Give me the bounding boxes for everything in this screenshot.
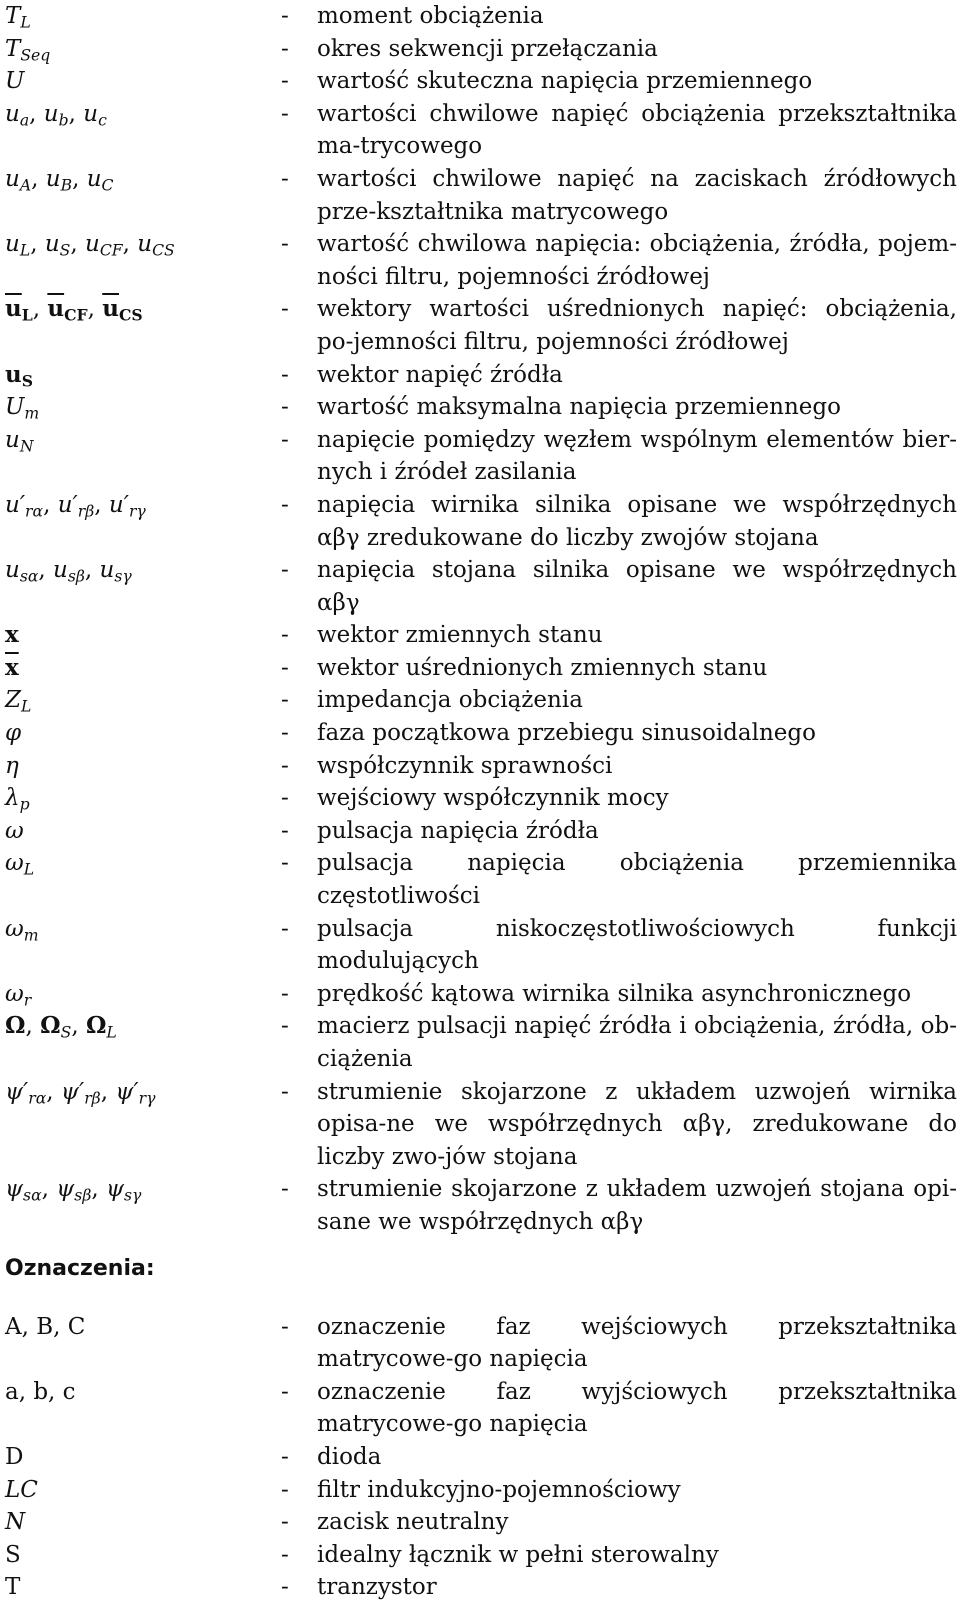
designation-entry (5, 1311, 957, 1376)
symbol-cell: $u_A$, $u_B$, $u_C$ (5, 165, 114, 195)
symbol-entry (5, 782, 957, 815)
description: moment obciążenia (317, 3, 544, 29)
symbol-entry (5, 293, 957, 358)
description: wartości chwilowe napięć na zaciskach źródłowych prze-kształtnika matrycowego (317, 165, 957, 225)
symbol-entry (5, 619, 957, 652)
description: prędkość kątowa wirnika silnika asynchronicznego (317, 980, 912, 1007)
symbol-entry (5, 163, 957, 228)
dash: - (281, 1313, 289, 1340)
dash: - (281, 1176, 289, 1203)
designation-symbol: T (5, 1574, 21, 1601)
description: wartość skuteczna napięcia przemiennego (317, 68, 813, 95)
designation-entry (5, 1571, 957, 1604)
description: filtr indukcyjno-pojemnościowy (317, 1476, 681, 1503)
symbol-entry (5, 1010, 957, 1075)
notation-document (5, 0, 957, 1604)
symbol-entry (5, 98, 957, 163)
symbol-cell: η (5, 752, 19, 779)
dash: - (281, 752, 289, 779)
description: dioda (317, 1443, 382, 1470)
designation-entry (5, 1474, 957, 1507)
description: oznaczenie faz wejściowych przekształtnika matrycowe-go napięcia (317, 1313, 957, 1373)
dash: - (281, 817, 289, 844)
designation-entry (5, 1539, 957, 1572)
symbol-cell: x (5, 621, 19, 649)
description: napięcie pomiędzy węzłem wspólnym elementów bier-nych i źródeł zasilania (317, 426, 957, 486)
symbol-cell: φ (5, 720, 22, 747)
dash: - (281, 3, 289, 29)
dash: - (281, 622, 289, 649)
designation-symbol: S (5, 1541, 21, 1568)
dash: - (281, 850, 289, 877)
designation-entry (5, 1441, 957, 1474)
symbol-entry (5, 424, 957, 489)
designation-entry (5, 1506, 957, 1539)
symbol-entry (5, 847, 957, 912)
designation-symbol: N (5, 1509, 26, 1536)
dash: - (281, 1541, 289, 1568)
dash: - (281, 1013, 289, 1040)
dash: - (281, 915, 289, 942)
description: pulsacja napięcia źródła (317, 817, 599, 844)
symbol-cell: $T_L$ (5, 3, 31, 32)
dash: - (281, 100, 289, 127)
symbol-cell: $U_m$ (5, 394, 40, 423)
symbol-cell: Ω, $\Omega_S$, $\Omega_L$ (5, 1012, 117, 1042)
symbol-entry (5, 652, 957, 685)
symbol-cell: $u_L$, $u_S$, $u_{CF}$, $u_{CS}$ (5, 231, 175, 260)
dash: - (281, 296, 289, 323)
dash: - (281, 1078, 289, 1105)
symbol-cell: $u'_{r\alpha}$, $u'_{r\beta}$, $u'_{r\gamma}$ (5, 491, 146, 521)
symbol-cell: $\psi_{s\alpha}$, $\psi_{s\beta}$, $\psi_{s\gamma}$ (5, 1176, 142, 1205)
symbol-cell: $\psi'_{r\alpha}$, $\psi'_{r\beta}$, $\psi'_{r\gamma}$ (5, 1078, 156, 1107)
dash: - (281, 231, 289, 258)
symbol-entry (5, 750, 957, 783)
symbol-entry (5, 978, 957, 1011)
dash: - (281, 557, 289, 584)
designation-symbol: a, b, c (5, 1378, 76, 1405)
symbol-entry (5, 489, 957, 554)
description: napięcia wirnika silnika opisane we współrzędnych αβγ zredukowane do liczby zwojów stojana (317, 491, 957, 551)
designation-symbol: A, B, C (5, 1313, 86, 1340)
symbol-cell: $u_{s\alpha}$, $u_{s\beta}$, $u_{s\gamma}$ (5, 557, 132, 586)
description: oznaczenie faz wyjściowych przekształtnika matrycowe-go napięcia (317, 1378, 957, 1438)
description: zacisk neutralny (317, 1509, 509, 1536)
symbol-entry (5, 65, 957, 98)
symbol-entry (5, 684, 957, 717)
designation-entry (5, 1376, 957, 1441)
description: wejściowy współczynnik mocy (317, 785, 669, 812)
description: tranzystor (317, 1574, 437, 1601)
description: wartość chwilowa napięcia: obciążenia, źródła, pojem-ności filtru, pojemności źródłowej (317, 231, 957, 290)
symbol-cell: $\omega_r$ (5, 980, 32, 1010)
symbol-cell: ω (5, 817, 24, 844)
description: wektor napięć źródła (317, 361, 563, 388)
description: okres sekwencji przełączania (317, 35, 658, 62)
dash: - (281, 361, 289, 388)
symbol-cell: $\lambda_p$ (5, 785, 30, 814)
symbol-cell: $u_S$ (5, 360, 34, 390)
description: pulsacja niskoczęstotliwościowych funkcji modulujących (317, 915, 957, 975)
symbol-entry (5, 815, 957, 848)
description: pulsacja napięcia obciążenia przemiennika częstotliwości (317, 850, 957, 910)
description: wektor uśrednionych zmiennych stanu (317, 654, 768, 681)
symbol-entry (5, 33, 957, 66)
dash: - (281, 426, 289, 453)
description: impedancja obciążenia (317, 687, 583, 714)
symbol-entry (5, 391, 957, 424)
symbol-entry (5, 717, 957, 750)
dash: - (281, 491, 289, 518)
designation-symbol: D (5, 1443, 24, 1470)
symbol-cell: $\overline{u}_L$, $\overline{u}_{CF}$, $\overline{u}_{CS}$ (5, 295, 143, 325)
dash: - (281, 1509, 289, 1536)
symbol-cell: $\overline{x}$ (5, 653, 19, 681)
dash: - (281, 720, 289, 747)
description: współczynnik sprawności (317, 752, 613, 779)
dash: - (281, 687, 289, 714)
symbol-entry (5, 228, 957, 293)
symbol-entry (5, 913, 957, 978)
symbol-cell: $T_{Seq}$ (5, 35, 51, 64)
dash: - (281, 1378, 289, 1405)
description: strumienie skojarzone z układem uzwojeń wirnika opisa-ne we współrzędnych αβγ, zredukowane do liczby zwo-jów stojana (317, 1078, 957, 1170)
dash: - (281, 1574, 289, 1601)
symbol-entry (5, 554, 957, 619)
description: napięcia stojana silnika opisane we współrzędnych αβγ (317, 557, 957, 616)
dash: - (281, 394, 289, 421)
designation-symbol: LC (5, 1476, 38, 1503)
symbol-cell: U (5, 68, 25, 95)
symbol-entry (5, 0, 957, 33)
dash: - (281, 1443, 289, 1470)
symbol-cell: $u_N$ (5, 426, 34, 456)
description: strumienie skojarzone z układem uzwojeń stojana opi-sane we współrzędnych αβγ (317, 1176, 957, 1235)
symbol-entry (5, 1076, 957, 1174)
dash: - (281, 785, 289, 812)
description: idealny łącznik w pełni sterowalny (317, 1541, 719, 1568)
dash: - (281, 654, 289, 681)
symbol-cell: $Z_L$ (5, 687, 32, 716)
dash: - (281, 165, 289, 192)
description: wartość maksymalna napięcia przemiennego (317, 394, 841, 421)
symbol-cell: $\omega_L$ (5, 850, 35, 879)
symbol-entry (5, 359, 957, 392)
symbol-cell: $\omega_m$ (5, 915, 39, 944)
dash: - (281, 68, 289, 95)
description: macierz pulsacji napięć źródła i obciążenia, źródła, ob-ciążenia (317, 1013, 957, 1072)
symbol-entry (5, 1173, 957, 1238)
description: wektory wartości uśrednionych napięć: obciążenia, po-jemności filtru, pojemności źródłowej (317, 296, 957, 355)
symbol-cell: $u_a$, $u_b$, $u_c$ (5, 100, 107, 130)
section-title: Oznaczenia: (5, 1255, 155, 1281)
dash: - (281, 1476, 289, 1503)
description: wektor zmiennych stanu (317, 622, 603, 649)
dash: - (281, 35, 289, 62)
description: wartości chwilowe napięć obciążenia przekształtnika ma-trycowego (317, 100, 957, 160)
description: faza początkowa przebiegu sinusoidalnego (317, 720, 816, 747)
dash: - (281, 980, 289, 1007)
